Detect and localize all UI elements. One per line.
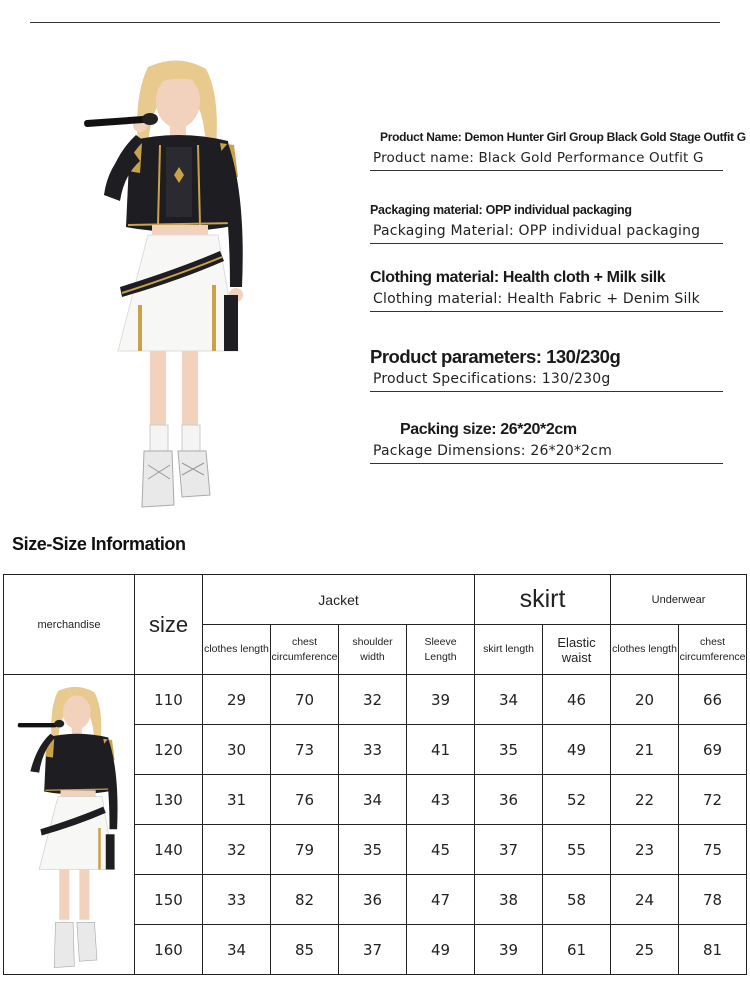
size-cell: 120 bbox=[135, 725, 203, 775]
value-cell: 29 bbox=[203, 675, 271, 725]
value-cell: 32 bbox=[203, 825, 271, 875]
size-cell: 140 bbox=[135, 825, 203, 875]
value-cell: 33 bbox=[339, 725, 407, 775]
value-cell: 49 bbox=[407, 925, 475, 975]
value-cell: 22 bbox=[611, 775, 679, 825]
header-skirt: skirt bbox=[475, 575, 611, 625]
value-cell: 21 bbox=[611, 725, 679, 775]
value-cell: 34 bbox=[475, 675, 543, 725]
info-packaging-material bbox=[370, 203, 723, 244]
size-cell: 130 bbox=[135, 775, 203, 825]
info-translation: Package Dimensions: 26*20*2cm bbox=[370, 443, 723, 464]
value-cell: 37 bbox=[339, 925, 407, 975]
product-photo bbox=[78, 55, 253, 515]
value-cell: 49 bbox=[543, 725, 611, 775]
value-cell: 78 bbox=[679, 875, 747, 925]
info-translation: Product Specifications: 130/230g bbox=[370, 371, 723, 392]
value-cell: 25 bbox=[611, 925, 679, 975]
value-cell: 66 bbox=[679, 675, 747, 725]
value-cell: 35 bbox=[339, 825, 407, 875]
size-section-title: Size-Size Information bbox=[12, 534, 186, 554]
size-cell: 160 bbox=[135, 925, 203, 975]
value-cell: 37 bbox=[475, 825, 543, 875]
value-cell: 72 bbox=[679, 775, 747, 825]
column-header: clothes length bbox=[611, 625, 679, 675]
value-cell: 73 bbox=[271, 725, 339, 775]
value-cell: 69 bbox=[679, 725, 747, 775]
info-translation: Packaging Material: OPP individual packaging bbox=[370, 223, 723, 244]
column-header: shoulder width bbox=[339, 625, 407, 675]
info-product-parameters bbox=[370, 346, 723, 392]
header-underwear: Underwear bbox=[611, 575, 747, 625]
column-header: chest circumference bbox=[271, 625, 339, 675]
value-cell: 41 bbox=[407, 725, 475, 775]
value-cell: 45 bbox=[407, 825, 475, 875]
value-cell: 30 bbox=[203, 725, 271, 775]
header-jacket: Jacket bbox=[203, 575, 475, 625]
value-cell: 79 bbox=[271, 825, 339, 875]
column-header: skirt length bbox=[475, 625, 543, 675]
value-cell: 85 bbox=[271, 925, 339, 975]
value-cell: 34 bbox=[339, 775, 407, 825]
value-cell: 33 bbox=[203, 875, 271, 925]
value-cell: 39 bbox=[407, 675, 475, 725]
value-cell: 39 bbox=[475, 925, 543, 975]
value-cell: 61 bbox=[543, 925, 611, 975]
column-header: Elastic waist bbox=[543, 625, 611, 675]
value-cell: 70 bbox=[271, 675, 339, 725]
top-divider bbox=[30, 22, 720, 23]
value-cell: 46 bbox=[543, 675, 611, 725]
value-cell: 36 bbox=[339, 875, 407, 925]
product-thumbnail bbox=[4, 675, 135, 975]
value-cell: 76 bbox=[271, 775, 339, 825]
table-header-row bbox=[4, 575, 747, 625]
size-cell: 110 bbox=[135, 675, 203, 725]
value-cell: 58 bbox=[543, 875, 611, 925]
info-translation: Clothing material: Health Fabric + Denim Silk bbox=[370, 291, 723, 312]
value-cell: 52 bbox=[543, 775, 611, 825]
value-cell: 82 bbox=[271, 875, 339, 925]
column-header: Sleeve Length bbox=[407, 625, 475, 675]
info-translation: Product name: Black Gold Performance Outfit G bbox=[370, 150, 723, 171]
info-label: Clothing material: Health cloth + Milk silk bbox=[370, 269, 666, 286]
info-label: Packaging material: OPP individual packaging bbox=[370, 203, 632, 217]
value-cell: 81 bbox=[679, 925, 747, 975]
value-cell: 34 bbox=[203, 925, 271, 975]
info-label: Product Name: Demon Hunter Girl Group Black Gold Stage Outfit G bbox=[380, 130, 746, 144]
value-cell: 55 bbox=[543, 825, 611, 875]
value-cell: 23 bbox=[611, 825, 679, 875]
size-table bbox=[3, 574, 747, 975]
product-thumbnail-image bbox=[14, 683, 124, 973]
info-clothing-material bbox=[370, 269, 723, 312]
info-packing-size bbox=[370, 421, 723, 464]
value-cell: 31 bbox=[203, 775, 271, 825]
column-header: chest circumference bbox=[679, 625, 747, 675]
value-cell: 32 bbox=[339, 675, 407, 725]
value-cell: 47 bbox=[407, 875, 475, 925]
table-row bbox=[4, 675, 747, 725]
value-cell: 43 bbox=[407, 775, 475, 825]
header-size: size bbox=[135, 575, 203, 675]
value-cell: 36 bbox=[475, 775, 543, 825]
value-cell: 75 bbox=[679, 825, 747, 875]
column-header: clothes length bbox=[203, 625, 271, 675]
value-cell: 24 bbox=[611, 875, 679, 925]
info-label: Packing size: 26*20*2cm bbox=[400, 421, 577, 438]
info-product-name bbox=[370, 130, 746, 171]
value-cell: 35 bbox=[475, 725, 543, 775]
value-cell: 20 bbox=[611, 675, 679, 725]
header-merchandise: merchandise bbox=[4, 575, 135, 675]
info-label: Product parameters: 130/230g bbox=[370, 346, 621, 367]
size-cell: 150 bbox=[135, 875, 203, 925]
value-cell: 38 bbox=[475, 875, 543, 925]
